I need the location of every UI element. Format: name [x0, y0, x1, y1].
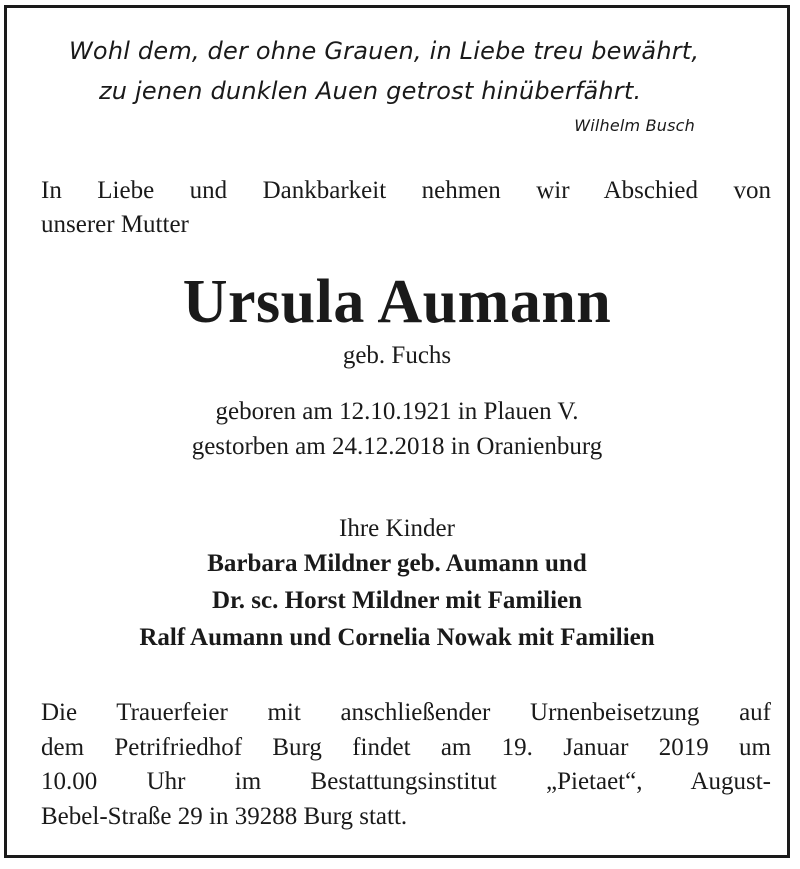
- intro-line-2: unserer Mutter: [41, 211, 189, 238]
- quote-line-1: Wohl dem, der ohne Grauen, in Liebe treu bewährt,: [69, 37, 700, 65]
- ceremony-line: Die Trauerfeier mit anschließender Urnenbeisetzung auf: [41, 699, 771, 726]
- quote-author: Wilhelm Busch: [574, 116, 695, 135]
- deceased-name: Ursula Aumann: [182, 268, 612, 336]
- ceremony-line: Bebel-Straße 29 in 39288 Burg statt.: [41, 802, 408, 830]
- mourner-line: Ralf Aumann und Cornelia Nowak mit Familien: [139, 624, 655, 651]
- mourners-label: Ihre Kinder: [339, 515, 455, 542]
- ceremony-line: 10.00 Uhr im Bestattungsinstitut „Pietaet“, August-: [41, 768, 771, 795]
- death-info: gestorben am 24.12.2018 in Oranienburg: [191, 433, 603, 460]
- intro-line-1: In Liebe und Dankbarkeit nehmen wir Abschied von: [41, 177, 771, 204]
- mourner-line: Dr. sc. Horst Mildner mit Familien: [211, 587, 583, 614]
- ceremony-line: dem Petrifriedhof Burg findet am 19. Januar 2019 um: [41, 733, 771, 761]
- ceremony-notice: [41, 696, 771, 834]
- quote-line-2: zu jenen dunklen Auen getrost hinüberfährt.: [99, 77, 642, 105]
- maiden-name: geb. Fuchs: [342, 342, 452, 369]
- mourner-line: Barbara Mildner geb. Aumann und: [207, 550, 587, 577]
- obituary-frame: [4, 5, 790, 858]
- intro-text: [41, 174, 771, 242]
- birth-info: geboren am 12.10.1921 in Plauen V.: [215, 398, 579, 425]
